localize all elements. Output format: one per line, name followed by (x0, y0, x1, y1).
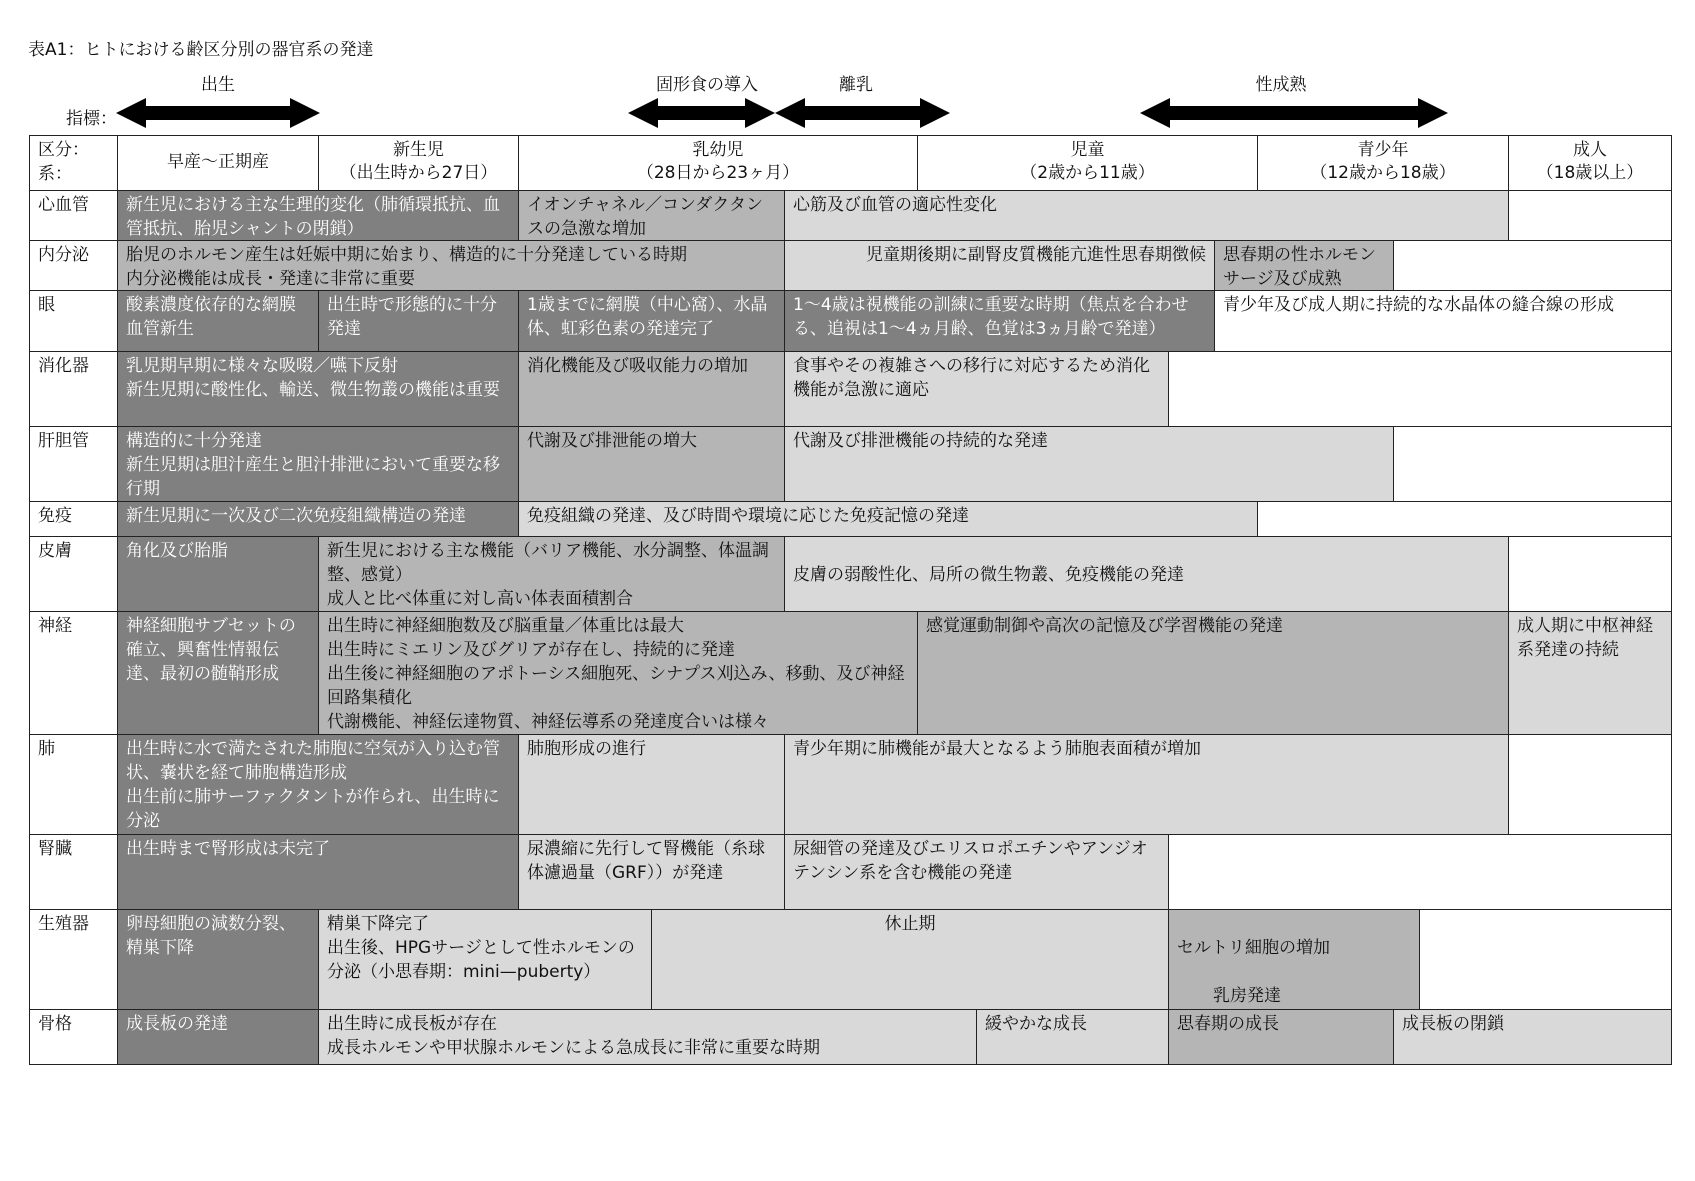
indicator-label: 指標： (66, 109, 117, 129)
neuro-cell-4: 成人期に中枢神経系発達の持続 (1508, 611, 1672, 735)
immune-cell-2: 免疫組織の発達、及び時間や環境に応じた免疫記憶の発達 (518, 501, 1258, 537)
hepato-cell-2: 代謝及び排泄能の増大 (518, 426, 785, 502)
skeletal-cell-3: 緩やかな成長 (976, 1009, 1169, 1065)
event-puberty: 性成熟 (1255, 75, 1307, 95)
header-stage-adult: 成人 （18歳以上） (1508, 135, 1672, 191)
eye-cell-3: 1歳までに網膜（中心窩）、水晶体、虹彩色素の発達完了 (518, 290, 785, 352)
row-label-neuro: 神経 (29, 611, 118, 735)
repro-cell-4-text-a: セルトリ細胞の増加 (1177, 938, 1330, 958)
row-label-reproductive: 生殖器 (29, 909, 118, 1010)
header-stage-child: 児童 （2歳から11歳） (917, 135, 1258, 191)
hepato-cell-3: 代謝及び排泄機能の持続的な発達 (784, 426, 1394, 502)
row-label-skin: 皮膚 (29, 536, 118, 612)
endocrine-cell-1: 胎児のホルモン産生は妊娠中期に始まり、構造的に十分発達している時期 内分泌機能は成長・発達に非常に重要 (117, 240, 785, 291)
skin-cell-2: 新生児における主な機能（バリア機能、水分調整、体温調整、感覚） 成人と比べ体重に対し高い体表面積割合 (318, 536, 785, 612)
cardio-cell-3: 心筋及び血管の適応性変化 (784, 190, 1509, 241)
arrow-birth (116, 98, 320, 128)
digestive-cell-2: 消化機能及び吸収能力の増加 (518, 351, 785, 427)
repro-cell-4 (1168, 909, 1420, 1010)
header-stage-neonate: 新生児 （出生時から27日） (318, 135, 519, 191)
eye-cell-1: 酸素濃度依存的な網膜血管新生 (117, 290, 319, 352)
skin-cell-1: 角化及び胎脂 (117, 536, 319, 612)
neuro-cell-3: 感覚運動制御や高次の記憶及び学習機能の発達 (917, 611, 1509, 735)
kidney-cell-2: 尿濃縮に先行して腎機能（糸球体濾過量（GRF））が発達 (518, 834, 785, 910)
skin-cell-3-text-a: 皮膚の弱酸性化、局所の微生物叢、免疫機能の発達 (793, 565, 1184, 585)
immune-cell-empty (1257, 501, 1672, 537)
row-label-hepatobiliary: 肝胆管 (29, 426, 118, 502)
repro-cell-4-text-b: 乳房発達 (1213, 986, 1281, 1006)
arrow-solid-food (628, 98, 775, 128)
lung-cell-2: 肺胞形成の進行 (518, 734, 785, 835)
header-stage-adolescent: 青少年 （12歳から18歳） (1257, 135, 1509, 191)
kidney-cell-1: 出生時まで腎形成は未完了 (117, 834, 519, 910)
cardio-cell-2: イオンチャネル／コンダクタンスの急激な増加 (518, 190, 785, 241)
cardio-cell-empty (1508, 190, 1672, 241)
header-stage-infant: 乳幼児 （28日から23ヶ月） (518, 135, 918, 191)
arrow-weaning (775, 98, 950, 128)
skeletal-cell-2: 出生時に成長板が存在 成長ホルモンや甲状腺ホルモンによる急成長に非常に重要な時期 (318, 1009, 977, 1065)
kidney-cell-empty (1168, 834, 1672, 910)
lung-cell-empty (1508, 734, 1672, 835)
immune-cell-1: 新生児期に一次及び二次免疫組織構造の発達 (117, 501, 519, 537)
eye-cell-5: 青少年及び成人期に持続的な水晶体の縫合線の形成 (1214, 290, 1672, 352)
repro-cell-empty (1419, 909, 1672, 1010)
event-birth: 出生 (201, 75, 235, 95)
endocrine-cell-2: 児童期後期に副腎皮質機能亢進性思春期徴候 (784, 240, 1215, 291)
digestive-cell-3: 食事やその複雑さへの移行に対応するため消化機能が急激に適応 (784, 351, 1169, 427)
eye-cell-4: 1〜4歳は視機能の訓練に重要な時期（焦点を合わせる、追視は1〜4ヵ月齢、色覚は3ヵ月齢で発達） (784, 290, 1215, 352)
row-label-digestive: 消化器 (29, 351, 118, 427)
row-label-lung: 肺 (29, 734, 118, 835)
repro-cell-3: 休止期 (651, 909, 1169, 1010)
hepato-cell-empty (1393, 426, 1672, 502)
arrow-puberty (1140, 98, 1448, 128)
table-title: 表A1：ヒトにおける齢区分別の器官系の発達 (28, 40, 374, 60)
eye-cell-2: 出生時で形態的に十分発達 (318, 290, 519, 352)
skeletal-cell-5: 成長板の閉鎖 (1393, 1009, 1672, 1065)
lung-cell-1: 出生時に水で満たされた肺胞に空気が入り込む管状、嚢状を経て肺胞構造形成 出生前に肺サーファクタントが作られ、出生時に分泌 (117, 734, 519, 835)
header-stage-preterm: 早産〜正期産 (117, 135, 319, 191)
neuro-cell-2: 出生時に神経細胞数及び脳重量／体重比は最大 出生時にミエリン及びグリアが存在し、持続的に発達 出生後に神経細胞のアポトーシス細胞死、シナプス刈込み、移動、及び神経回路集積化 代謝機能、神経伝達物質、神経伝導系の発達度合いは様々 (318, 611, 918, 735)
skin-cell-empty (1508, 536, 1672, 612)
skin-cell-3 (784, 536, 1509, 612)
skeletal-cell-4: 思春期の成長 (1168, 1009, 1394, 1065)
row-label-cardiovascular: 心血管 (29, 190, 118, 241)
row-label-eye: 眼 (29, 290, 118, 352)
row-label-endocrine: 内分泌 (29, 240, 118, 291)
repro-cell-1: 卵母細胞の減数分裂、精巣下降 (117, 909, 319, 1010)
digestive-cell-1: 乳児期早期に様々な吸啜／嚥下反射 新生児期に酸性化、輸送、微生物叢の機能は重要 (117, 351, 519, 427)
header-corner: 区分： 系： (29, 135, 118, 191)
row-label-skeletal: 骨格 (29, 1009, 118, 1065)
event-weaning: 離乳 (839, 75, 873, 95)
timeline-arrows (0, 0, 1695, 140)
hepato-cell-1: 構造的に十分発達 新生児期は胆汁産生と胆汁排泄において重要な移行期 (117, 426, 519, 502)
row-label-immune: 免疫 (29, 501, 118, 537)
lung-cell-3: 青少年期に肺機能が最大となるよう肺胞表面積が増加 (784, 734, 1509, 835)
row-label-kidney: 腎臓 (29, 834, 118, 910)
digestive-cell-empty (1168, 351, 1672, 427)
repro-cell-2: 精巣下降完了 出生後、HPGサージとして性ホルモンの分泌（小思春期：mini—puberty） (318, 909, 652, 1010)
event-solid-food: 固形食の導入 (656, 75, 758, 95)
endocrine-cell-empty (1393, 240, 1672, 291)
kidney-cell-3: 尿細管の発達及びエリスロポエチンやアンジオテンシン系を含む機能の発達 (784, 834, 1169, 910)
endocrine-cell-3: 思春期の性ホルモンサージ及び成熟 (1214, 240, 1394, 291)
neuro-cell-1: 神経細胞サブセットの確立、興奮性情報伝達、最初の髄鞘形成 (117, 611, 319, 735)
cardio-cell-1: 新生児における主な生理的変化（肺循環抵抗、血管抵抗、胎児シャントの閉鎖） (117, 190, 519, 241)
skeletal-cell-1: 成長板の発達 (117, 1009, 319, 1065)
